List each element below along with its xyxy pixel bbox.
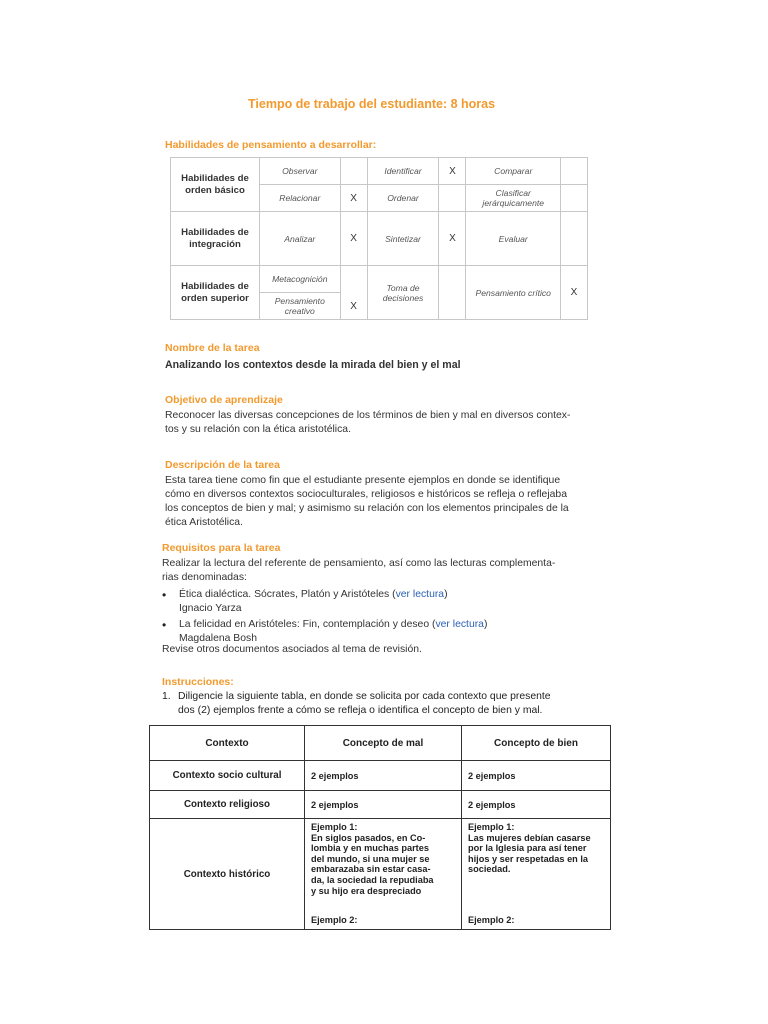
col-header-bien: Concepto de bien (462, 726, 611, 761)
skill-cell: Relacionar (260, 185, 341, 212)
skills-category: Habilidades de orden básico (171, 158, 260, 212)
skill-mark (439, 185, 466, 212)
cell-bien-historico[interactable] (462, 819, 611, 930)
ver-lectura-link[interactable]: ver lectura (395, 589, 445, 600)
skill-cell: Comparar (466, 158, 561, 185)
example-line: En siglos pasados, en Co- (311, 832, 426, 843)
cell-bien[interactable]: 2 ejemplos (462, 761, 611, 791)
skill-cell: Observar (260, 158, 341, 185)
row-header-religioso: Contexto religioso (150, 791, 305, 819)
skill-mark (561, 158, 588, 185)
skill-mark: X (340, 212, 367, 266)
skill-cell: Ordenar (367, 185, 439, 212)
context-table (149, 725, 611, 930)
skill-mark: X (340, 185, 367, 212)
description-heading: Descripción de la tarea (165, 459, 280, 471)
example-line: lombia y en muchas partes (311, 843, 429, 854)
cell-mal[interactable]: 2 ejemplos (305, 761, 462, 791)
skill-cell: Metacognición (260, 266, 341, 293)
instructions-num: 1. (162, 691, 171, 702)
skill-mark: X (439, 212, 466, 266)
instructions-text (178, 690, 551, 718)
reading-title: La felicidad en Aristóteles: Fin, contemplación y deseo ( (179, 619, 436, 630)
skills-heading: Habilidades de pensamiento a desarrollar: (165, 139, 377, 151)
reading-author: Magdalena Bosh (179, 633, 257, 644)
instructions-line: Diligencie la siguiente tabla, en donde se solicita por cada contexto que presente (178, 691, 551, 702)
skill-cell: Sintetizar (367, 212, 439, 266)
requirements-text (162, 557, 555, 585)
row-header-historico: Contexto histórico (150, 819, 305, 930)
readings-list-wrap (162, 588, 487, 646)
objective-text (165, 409, 570, 437)
description-line: Esta tarea tiene como fin que el estudiante presente ejemplos en donde se identifique (165, 475, 561, 486)
example-line: por la Iglesia para así tener (468, 843, 587, 854)
row-header-sociocultural: Contexto socio cultural (150, 761, 305, 791)
skill-cell: Pensamiento creativo (260, 293, 341, 320)
example-line: Las mujeres debían casarse (468, 832, 591, 843)
description-line: los conceptos de bien y mal; y asimismo su relación con los elementos principales de la (165, 503, 569, 514)
reading-close: ) (444, 589, 448, 600)
skill-cell: Pensamiento crítico (466, 266, 561, 320)
reading-item (162, 588, 487, 616)
example-line: del mundo, si una mujer se (311, 853, 430, 864)
requirements-heading: Requisitos para la tarea (162, 542, 281, 554)
skill-mark (340, 158, 367, 185)
objective-line: Reconocer las diversas concepciones de los términos de bien y mal en diversos contex- (165, 410, 571, 421)
description-text (165, 474, 569, 530)
skills-category: Habilidades de integración (171, 212, 260, 266)
task-name: Analizando los contextos desde la mirada del bien y el mal (165, 359, 461, 371)
example-line: Ejemplo 1: (468, 822, 515, 832)
reading-close: ) (483, 619, 488, 630)
task-name-heading: Nombre de la tarea (165, 342, 260, 354)
skills-category: Habilidades de orden superior (171, 266, 260, 320)
skill-mark: X (561, 266, 588, 320)
skill-cell: Evaluar (466, 212, 561, 266)
example-line: da, la sociedad la repudiaba (311, 874, 434, 885)
revise-text: Revise otros documentos asociados al tema de revisión. (162, 644, 422, 655)
reading-author: Ignacio Yarza (179, 603, 242, 614)
instructions-heading: Instrucciones: (162, 676, 234, 688)
description-line: ética Aristotélica. (165, 517, 243, 528)
skill-mark (561, 185, 588, 212)
skill-cell: Clasificar jerárquicamente (466, 185, 561, 212)
example-line: Ejemplo 1: (311, 822, 358, 832)
col-header-mal: Concepto de mal (305, 726, 462, 761)
objective-heading: Objetivo de aprendizaje (165, 394, 283, 406)
cell-bien[interactable]: 2 ejemplos (462, 791, 611, 819)
instructions-line: dos (2) ejemplos frente a cómo se refleja o identifica el concepto de bien y mal. (178, 705, 543, 716)
skill-cell: Toma de decisiones (367, 266, 439, 320)
col-header-contexto: Contexto (150, 726, 305, 761)
objective-line: tos y su relación con la ética aristotélica. (165, 424, 351, 435)
reading-title: Ética dialéctica. Sócrates, Platón y Aristóteles ( (179, 589, 396, 600)
skill-cell: Analizar (260, 212, 341, 266)
skill-mark: X (340, 266, 367, 320)
example-line: y su hijo era despreciado (311, 885, 422, 896)
skill-mark (439, 266, 466, 320)
cell-mal[interactable]: 2 ejemplos (305, 791, 462, 819)
skill-cell: Identificar (367, 158, 439, 185)
skill-mark: X (439, 158, 466, 185)
example-2-label: Ejemplo 2: (468, 915, 515, 926)
example-line: hijos y ser respetadas en la (468, 853, 589, 864)
ver-lectura-link[interactable]: ver lectura (435, 619, 484, 630)
example-line: embarazaba sin estar casa- (311, 864, 431, 875)
reading-item (162, 618, 487, 646)
requirements-line: rias denominadas: (162, 572, 247, 583)
description-line: cómo en diversos contextos socioculturales, religiosos e históricos se refleja o reflejaba (165, 489, 567, 500)
example-2-label: Ejemplo 2: (311, 915, 358, 926)
readings-list (162, 588, 487, 646)
example-line: sociedad. (468, 864, 511, 875)
cell-mal-historico[interactable] (305, 819, 462, 930)
skills-table (170, 157, 588, 320)
skill-mark (561, 212, 588, 266)
page-title: Tiempo de trabajo del estudiante: 8 horas (248, 97, 496, 111)
requirements-line: Realizar la lectura del referente de pensamiento, así como las lecturas complementa- (162, 558, 556, 569)
